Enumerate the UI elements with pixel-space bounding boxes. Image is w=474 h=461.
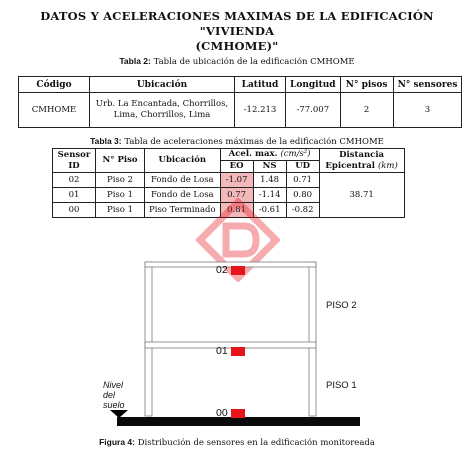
- cell-ns: -0.61: [253, 203, 286, 218]
- ground-slab: [117, 417, 360, 426]
- frame: [145, 262, 316, 416]
- table-3-caption-label: Tabla 3:: [90, 136, 122, 146]
- header-code: Código: [19, 77, 90, 93]
- location-line-2: Lima, Chorrillos, Lima: [113, 110, 211, 120]
- header-distance-unit: (km): [377, 160, 398, 171]
- heading-line-1: DATOS Y ACELERACIONES MAXIMAS DE LA EDIFICACIÓN "VIVIENDA: [40, 9, 434, 38]
- sensor-02-label: 02: [216, 264, 228, 276]
- header-acceleration-unit: (cm/s²): [280, 149, 311, 159]
- ground-level-marker: [110, 410, 128, 418]
- figure-4-caption-label: Figura 4:: [99, 437, 135, 447]
- ground-label-line-2: del: [103, 390, 116, 400]
- sensor-01-marker: [231, 347, 245, 356]
- location-line-1: Urb. La Encantada, Chorrillos,: [95, 99, 229, 109]
- ground-label-line-1: Nivel: [103, 380, 124, 390]
- header-sensor-id-line-2: ID: [68, 160, 80, 171]
- left-column: [145, 262, 152, 416]
- cell-distance: 38.71: [319, 173, 404, 218]
- cell-eo: -1.07: [220, 173, 253, 188]
- ground-label-line-3: suelo: [103, 400, 125, 410]
- cell-location: Fondo de Losa: [145, 173, 221, 188]
- cell-ud: 0.71: [286, 173, 319, 188]
- cell-sensor-id: 00: [53, 203, 96, 218]
- header-distance-line-1: Distancia: [339, 149, 385, 160]
- floor-2-label: PISO 2: [326, 300, 357, 311]
- cell-code: CMHOME: [19, 93, 90, 128]
- floor-1-label: PISO 1: [326, 380, 357, 391]
- header-floor: N° Piso: [96, 149, 145, 173]
- cell-floors: 2: [340, 93, 393, 128]
- heading-line-2: (CMHOME)": [195, 39, 279, 53]
- header-acceleration-label: Acel. max.: [228, 149, 278, 159]
- cell-floor: Piso 1: [96, 203, 145, 218]
- floor-beam: [145, 342, 316, 348]
- header-eo: EO: [220, 161, 253, 173]
- roof-beam: [145, 262, 316, 267]
- cell-sensor-id: 01: [53, 188, 96, 203]
- table-2-caption-label: Tabla 2:: [119, 56, 151, 66]
- cell-latitude: -12.213: [235, 93, 286, 128]
- cell-ns: -1.14: [253, 188, 286, 203]
- figure-4-caption-text: Distribución de sensores en la edificación monitoreada: [137, 438, 375, 448]
- cell-ud: 0.80: [286, 188, 319, 203]
- header-sensor-id-line-1: Sensor: [57, 149, 91, 160]
- sensor-02-marker: [231, 266, 245, 275]
- header-distance-label: Epicentral: [325, 160, 375, 171]
- cell-floor: Piso 2: [96, 173, 145, 188]
- sensor-01-label: 01: [216, 345, 228, 357]
- table-2-caption-text: Tabla de ubicación de la edificación CMHOME: [153, 57, 355, 67]
- ground-level-label: [103, 380, 125, 410]
- header-location: Ubicación: [90, 77, 235, 93]
- cell-sensors: 3: [393, 93, 462, 128]
- cell-location: Fondo de Losa: [145, 188, 221, 203]
- header-floors: N° pisos: [340, 77, 393, 93]
- figure-4-caption: [0, 437, 474, 448]
- header-sensors: N° sensores: [393, 77, 462, 93]
- right-column: [309, 262, 316, 416]
- cell-ud: -0.82: [286, 203, 319, 218]
- cell-floor: Piso 1: [96, 188, 145, 203]
- header-longitude: Longitud: [286, 77, 341, 93]
- sensor-00-marker: [231, 409, 245, 418]
- header-latitude: Latitud: [235, 77, 286, 93]
- cell-eo: 0.81: [220, 203, 253, 218]
- cell-location: Piso Terminado: [145, 203, 221, 218]
- header-location: Ubicación: [145, 149, 221, 173]
- cell-sensor-id: 02: [53, 173, 96, 188]
- cell-ns: 1.48: [253, 173, 286, 188]
- sensor-00-label: 00: [216, 407, 228, 419]
- header-ns: NS: [253, 161, 286, 173]
- header-ud: UD: [286, 161, 319, 173]
- cell-eo: 0.77: [220, 188, 253, 203]
- table-3-caption-text: Tabla de aceleraciones máximas de la edificación CMHOME: [124, 137, 384, 147]
- cell-longitude: -77.007: [286, 93, 341, 128]
